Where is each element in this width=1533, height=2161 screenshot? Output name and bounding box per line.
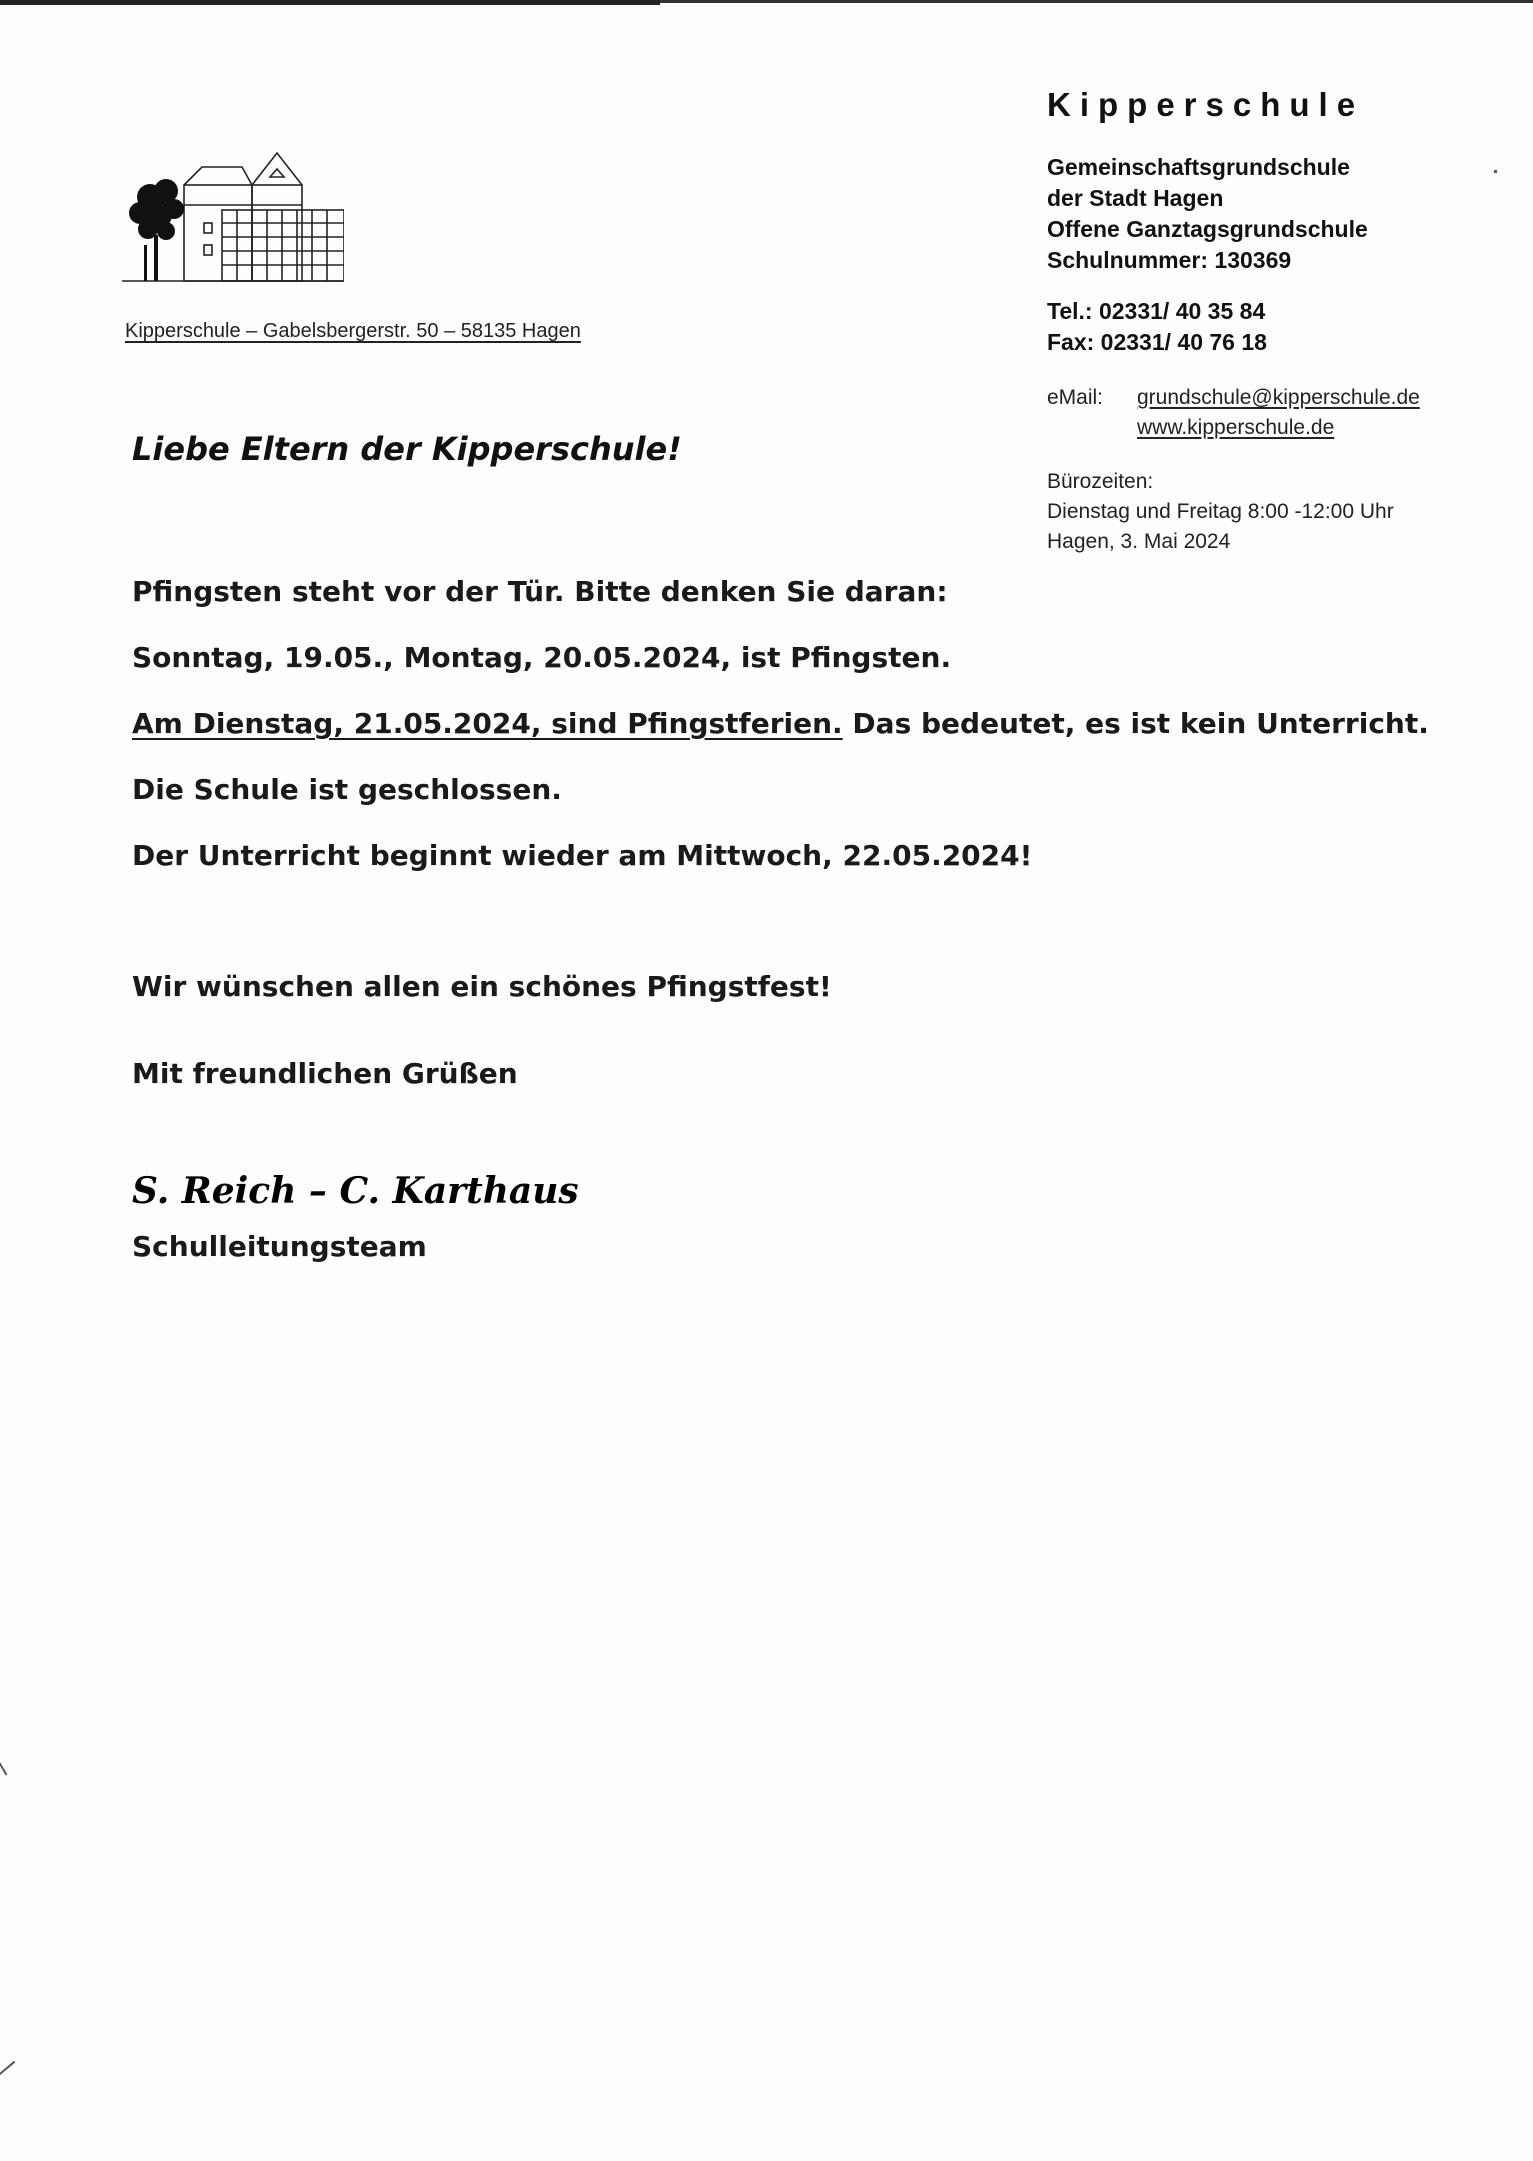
body-line-3 [132, 707, 1429, 740]
fax-number: Fax: 02331/ 40 76 18 [1047, 329, 1267, 355]
body-line-4: Die Schule ist geschlossen. [132, 773, 562, 806]
scan-artifact [0, 2061, 15, 2075]
office-hours-label: Bürozeiten: [1047, 470, 1154, 493]
email-label: eMail: [1047, 386, 1104, 409]
office-hours-block [1047, 467, 1394, 557]
contact-block [1047, 296, 1267, 358]
body-line-1: Pfingsten steht vor der Tür. Bitte denken Sie daran: [132, 575, 948, 608]
holiday-notice-rest: Das bedeutet, es ist kein Unterricht. [842, 707, 1429, 740]
school-building-logo-icon [122, 145, 344, 285]
signature-role: Schulleitungsteam [132, 1230, 427, 1263]
sender-address-line: Kipperschule – Gabelsbergerstr. 50 – 58135 Hagen [125, 320, 581, 342]
letter-greeting: Liebe Eltern der Kipperschule! [132, 430, 682, 468]
scan-artifact [0, 1762, 7, 1775]
school-program: Offene Ganztagsgrundschule [1047, 216, 1368, 242]
holiday-wish: Wir wünschen allen ein schönes Pfingstfest! [132, 970, 832, 1003]
email-row [1047, 383, 1420, 413]
school-number: Schulnummer: 130369 [1047, 247, 1292, 273]
email-link[interactable]: grundschule@kipperschule.de [1137, 386, 1420, 409]
school-info-block [1047, 152, 1368, 276]
school-city: der Stadt Hagen [1047, 185, 1224, 211]
signature: S. Reich – C. Karthaus [132, 1170, 579, 1212]
scan-artifact [1494, 170, 1497, 173]
holiday-notice-underlined: Am Dienstag, 21.05.2024, sind Pfingstferien. [132, 707, 843, 740]
scan-edge-line-dark [0, 0, 660, 5]
letter-date: Hagen, 3. Mai 2024 [1047, 530, 1231, 553]
website-link[interactable]: www.kipperschule.de [1137, 416, 1335, 439]
phone-number: Tel.: 02331/ 40 35 84 [1047, 298, 1266, 324]
school-name: Kipperschule [1047, 86, 1365, 123]
body-line-2: Sonntag, 19.05., Montag, 20.05.2024, ist Pfingsten. [132, 641, 952, 674]
office-hours: Dienstag und Freitag 8:00 -12:00 Uhr [1047, 500, 1394, 523]
closing-phrase: Mit freundlichen Grüßen [132, 1057, 518, 1090]
body-line-5: Der Unterricht beginnt wieder am Mittwoch, 22.05.2024! [132, 839, 1033, 872]
school-type: Gemeinschaftsgrundschule [1047, 154, 1350, 180]
